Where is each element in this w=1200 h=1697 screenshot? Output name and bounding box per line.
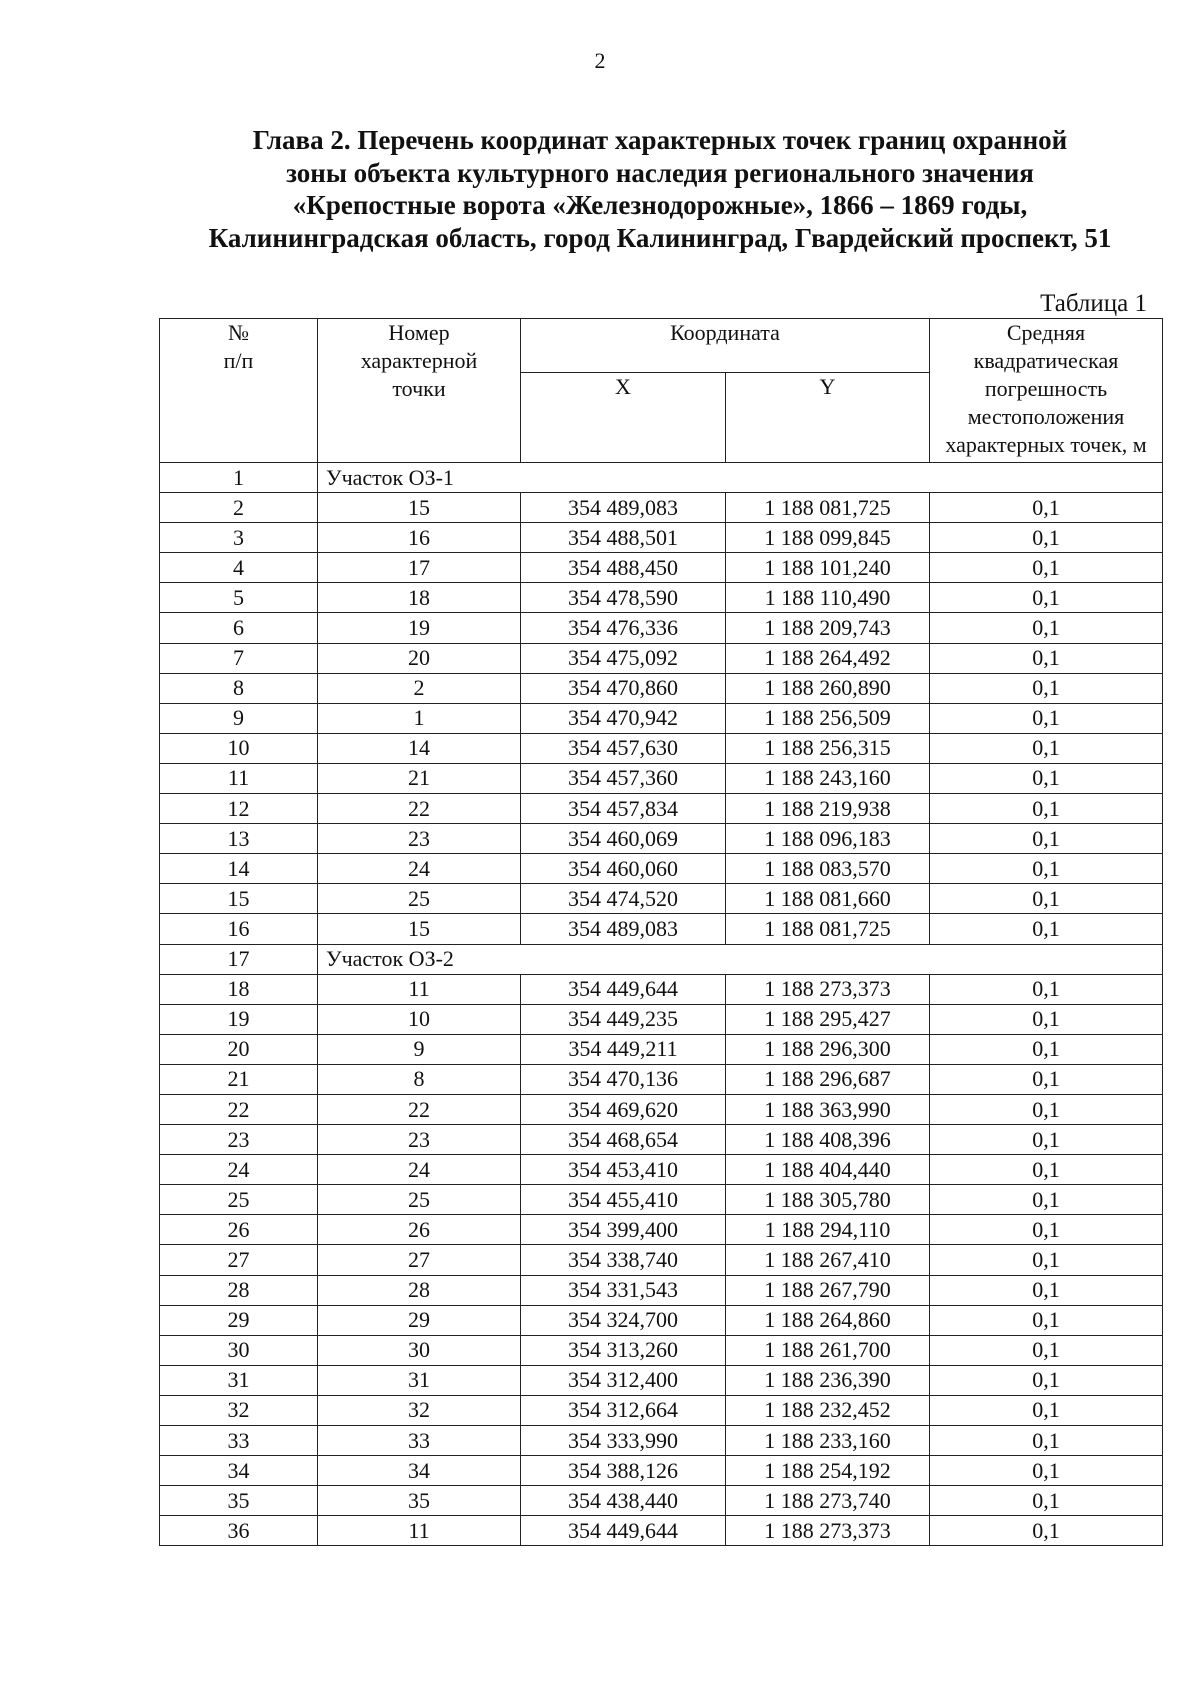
error-cell: 0,1 (930, 1516, 1163, 1546)
point-number-cell: 20 (318, 643, 521, 673)
x-coordinate-cell: 354 324,700 (521, 1305, 726, 1335)
document-title (60, 124, 1200, 254)
table-row (160, 493, 1163, 523)
title-line: «Крепостные ворота «Железнодорожные», 1866 – 1869 годы, (292, 190, 1028, 220)
header-row-number: № п/п (160, 319, 318, 463)
x-coordinate-cell: 354 312,664 (521, 1395, 726, 1425)
x-coordinate-cell: 354 449,644 (521, 974, 726, 1004)
row-number-cell: 5 (160, 583, 318, 613)
y-coordinate-cell: 1 188 256,509 (726, 703, 930, 733)
row-number-cell: 21 (160, 1064, 318, 1094)
table-row (160, 1004, 1163, 1034)
point-number-cell: 8 (318, 1064, 521, 1094)
x-coordinate-cell: 354 449,211 (521, 1034, 726, 1064)
y-coordinate-cell: 1 188 101,240 (726, 553, 930, 583)
table-row (160, 1215, 1163, 1245)
x-coordinate-cell: 354 489,083 (521, 493, 726, 523)
error-cell: 0,1 (930, 1395, 1163, 1425)
y-coordinate-cell: 1 188 273,373 (726, 974, 930, 1004)
error-cell: 0,1 (930, 703, 1163, 733)
point-number-cell: 21 (318, 763, 521, 793)
table-row (160, 1335, 1163, 1365)
y-coordinate-cell: 1 188 273,373 (726, 1516, 930, 1546)
x-coordinate-cell: 354 338,740 (521, 1245, 726, 1275)
y-coordinate-cell: 1 188 254,192 (726, 1456, 930, 1486)
error-cell: 0,1 (930, 1275, 1163, 1305)
coordinates-table (159, 318, 1163, 1546)
point-number-cell: 34 (318, 1456, 521, 1486)
table-row (160, 763, 1163, 793)
table-row (160, 824, 1163, 854)
x-coordinate-cell: 354 457,360 (521, 763, 726, 793)
x-coordinate-cell: 354 468,654 (521, 1125, 726, 1155)
table-row (160, 703, 1163, 733)
y-coordinate-cell: 1 188 081,725 (726, 914, 930, 944)
error-cell: 0,1 (930, 1305, 1163, 1335)
section-row (160, 944, 1163, 974)
y-coordinate-cell: 1 188 081,660 (726, 884, 930, 914)
error-cell: 0,1 (930, 1245, 1163, 1275)
title-line: Глава 2. Перечень координат характерных точек границ охранной (252, 125, 1068, 155)
point-number-cell: 28 (318, 1275, 521, 1305)
y-coordinate-cell: 1 188 083,570 (726, 854, 930, 884)
y-coordinate-cell: 1 188 081,725 (726, 493, 930, 523)
point-number-cell: 2 (318, 673, 521, 703)
row-number-cell: 18 (160, 974, 318, 1004)
row-number-cell: 28 (160, 1275, 318, 1305)
table-row (160, 613, 1163, 643)
y-coordinate-cell: 1 188 256,315 (726, 733, 930, 763)
table-row (160, 1395, 1163, 1425)
y-coordinate-cell: 1 188 273,740 (726, 1486, 930, 1516)
x-coordinate-cell: 354 460,060 (521, 854, 726, 884)
error-cell: 0,1 (930, 523, 1163, 553)
error-cell: 0,1 (930, 854, 1163, 884)
error-cell: 0,1 (930, 673, 1163, 703)
row-number-cell: 36 (160, 1516, 318, 1546)
y-coordinate-cell: 1 188 261,700 (726, 1335, 930, 1365)
table-row (160, 1094, 1163, 1124)
point-number-cell: 15 (318, 914, 521, 944)
error-cell: 0,1 (930, 1185, 1163, 1215)
point-number-cell: 11 (318, 974, 521, 1004)
title-line: Калининградская область, город Калининград, Гвардейский проспект, 51 (208, 222, 1112, 253)
table-row (160, 1426, 1163, 1456)
table-row (160, 1305, 1163, 1335)
table-row (160, 643, 1163, 673)
point-number-cell: 10 (318, 1004, 521, 1034)
y-coordinate-cell: 1 188 363,990 (726, 1094, 930, 1124)
error-cell: 0,1 (930, 824, 1163, 854)
row-number-cell: 1 (160, 463, 318, 493)
x-coordinate-cell: 354 476,336 (521, 613, 726, 643)
row-number-cell: 7 (160, 643, 318, 673)
x-coordinate-cell: 354 331,543 (521, 1275, 726, 1305)
error-cell: 0,1 (930, 643, 1163, 673)
error-cell: 0,1 (930, 1155, 1163, 1185)
point-number-cell: 25 (318, 884, 521, 914)
x-coordinate-cell: 354 455,410 (521, 1185, 726, 1215)
section-row (160, 463, 1163, 493)
table-row (160, 1125, 1163, 1155)
table-row (160, 733, 1163, 763)
table-row (160, 1486, 1163, 1516)
table-row (160, 914, 1163, 944)
header-point-number: Номер характерной точки (318, 319, 521, 463)
x-coordinate-cell: 354 313,260 (521, 1335, 726, 1365)
table-row (160, 1456, 1163, 1486)
error-cell: 0,1 (930, 763, 1163, 793)
row-number-cell: 16 (160, 914, 318, 944)
page-number: 2 (594, 48, 606, 73)
x-coordinate-cell: 354 457,630 (521, 733, 726, 763)
table-row (160, 1516, 1163, 1546)
row-number-cell: 13 (160, 824, 318, 854)
x-coordinate-cell: 354 478,590 (521, 583, 726, 613)
point-number-cell: 30 (318, 1335, 521, 1365)
table-row (160, 1064, 1163, 1094)
row-number-cell: 3 (160, 523, 318, 553)
row-number-cell: 29 (160, 1305, 318, 1335)
point-number-cell: 32 (318, 1395, 521, 1425)
y-coordinate-cell: 1 188 296,687 (726, 1064, 930, 1094)
point-number-cell: 22 (318, 794, 521, 824)
error-cell: 0,1 (930, 1456, 1163, 1486)
y-coordinate-cell: 1 188 267,790 (726, 1275, 930, 1305)
header-x: X (521, 373, 726, 463)
row-number-cell: 31 (160, 1365, 318, 1395)
row-number-cell: 32 (160, 1395, 318, 1425)
y-coordinate-cell: 1 188 264,860 (726, 1305, 930, 1335)
point-number-cell: 26 (318, 1215, 521, 1245)
row-number-cell: 10 (160, 733, 318, 763)
row-number-cell: 23 (160, 1125, 318, 1155)
y-coordinate-cell: 1 188 233,160 (726, 1426, 930, 1456)
table-row (160, 854, 1163, 884)
row-number-cell: 12 (160, 794, 318, 824)
y-coordinate-cell: 1 188 209,743 (726, 613, 930, 643)
row-number-cell: 25 (160, 1185, 318, 1215)
point-number-cell: 17 (318, 553, 521, 583)
point-number-cell: 14 (318, 733, 521, 763)
y-coordinate-cell: 1 188 099,845 (726, 523, 930, 553)
error-cell: 0,1 (930, 884, 1163, 914)
table-row (160, 673, 1163, 703)
row-number-cell: 19 (160, 1004, 318, 1034)
error-cell: 0,1 (930, 613, 1163, 643)
point-number-cell: 23 (318, 1125, 521, 1155)
point-number-cell: 9 (318, 1034, 521, 1064)
y-coordinate-cell: 1 188 305,780 (726, 1185, 930, 1215)
point-number-cell: 15 (318, 493, 521, 523)
error-cell: 0,1 (930, 553, 1163, 583)
point-number-cell: 16 (318, 523, 521, 553)
point-number-cell: 11 (318, 1516, 521, 1546)
y-coordinate-cell: 1 188 096,183 (726, 824, 930, 854)
row-number-cell: 35 (160, 1486, 318, 1516)
error-cell: 0,1 (930, 974, 1163, 1004)
x-coordinate-cell: 354 470,942 (521, 703, 726, 733)
error-cell: 0,1 (930, 1486, 1163, 1516)
table-row (160, 1185, 1163, 1215)
point-number-cell: 27 (318, 1245, 521, 1275)
point-number-cell: 31 (318, 1365, 521, 1395)
point-number-cell: 24 (318, 1155, 521, 1185)
row-number-cell: 15 (160, 884, 318, 914)
table-row (160, 1275, 1163, 1305)
x-coordinate-cell: 354 460,069 (521, 824, 726, 854)
point-number-cell: 18 (318, 583, 521, 613)
x-coordinate-cell: 354 469,620 (521, 1094, 726, 1124)
x-coordinate-cell: 354 488,501 (521, 523, 726, 553)
x-coordinate-cell: 354 457,834 (521, 794, 726, 824)
x-coordinate-cell: 354 489,083 (521, 914, 726, 944)
error-cell: 0,1 (930, 1004, 1163, 1034)
section-name-cell: Участок ОЗ-2 (318, 944, 1163, 974)
y-coordinate-cell: 1 188 110,490 (726, 583, 930, 613)
error-cell: 0,1 (930, 733, 1163, 763)
y-coordinate-cell: 1 188 408,396 (726, 1125, 930, 1155)
y-coordinate-cell: 1 188 296,300 (726, 1034, 930, 1064)
x-coordinate-cell: 354 475,092 (521, 643, 726, 673)
error-cell: 0,1 (930, 1064, 1163, 1094)
error-cell: 0,1 (930, 1365, 1163, 1395)
error-cell: 0,1 (930, 1215, 1163, 1245)
x-coordinate-cell: 354 453,410 (521, 1155, 726, 1185)
y-coordinate-cell: 1 188 236,390 (726, 1365, 930, 1395)
row-number-cell: 6 (160, 613, 318, 643)
row-number-cell: 24 (160, 1155, 318, 1185)
table-row (160, 553, 1163, 583)
x-coordinate-cell: 354 399,400 (521, 1215, 726, 1245)
error-cell: 0,1 (930, 1335, 1163, 1365)
x-coordinate-cell: 354 488,450 (521, 553, 726, 583)
point-number-cell: 23 (318, 824, 521, 854)
row-number-cell: 34 (160, 1456, 318, 1486)
row-number-cell: 2 (160, 493, 318, 523)
section-name-cell: Участок ОЗ-1 (318, 463, 1163, 493)
x-coordinate-cell: 354 333,990 (521, 1426, 726, 1456)
x-coordinate-cell: 354 470,136 (521, 1064, 726, 1094)
point-number-cell: 29 (318, 1305, 521, 1335)
error-cell: 0,1 (930, 794, 1163, 824)
row-number-cell: 17 (160, 944, 318, 974)
header-error: Средняя квадратическая погрешность местоположения характерных точек, м (930, 319, 1163, 463)
table-row (160, 1365, 1163, 1395)
y-coordinate-cell: 1 188 294,110 (726, 1215, 930, 1245)
point-number-cell: 33 (318, 1426, 521, 1456)
row-number-cell: 26 (160, 1215, 318, 1245)
row-number-cell: 4 (160, 553, 318, 583)
row-number-cell: 20 (160, 1034, 318, 1064)
table-row (160, 1034, 1163, 1064)
point-number-cell: 35 (318, 1486, 521, 1516)
y-coordinate-cell: 1 188 267,410 (726, 1245, 930, 1275)
row-number-cell: 22 (160, 1094, 318, 1124)
y-coordinate-cell: 1 188 219,938 (726, 794, 930, 824)
y-coordinate-cell: 1 188 404,440 (726, 1155, 930, 1185)
row-number-cell: 27 (160, 1245, 318, 1275)
row-number-cell: 14 (160, 854, 318, 884)
point-number-cell: 19 (318, 613, 521, 643)
point-number-cell: 1 (318, 703, 521, 733)
y-coordinate-cell: 1 188 243,160 (726, 763, 930, 793)
point-number-cell: 22 (318, 1094, 521, 1124)
error-cell: 0,1 (930, 1426, 1163, 1456)
table-row (160, 583, 1163, 613)
table-label: Таблица 1 (1040, 290, 1147, 317)
error-cell: 0,1 (930, 1034, 1163, 1064)
header-coordinate: Координата (521, 319, 930, 373)
x-coordinate-cell: 354 312,400 (521, 1365, 726, 1395)
x-coordinate-cell: 354 449,235 (521, 1004, 726, 1034)
x-coordinate-cell: 354 474,520 (521, 884, 726, 914)
row-number-cell: 9 (160, 703, 318, 733)
x-coordinate-cell: 354 470,860 (521, 673, 726, 703)
error-cell: 0,1 (930, 583, 1163, 613)
row-number-cell: 33 (160, 1426, 318, 1456)
point-number-cell: 25 (318, 1185, 521, 1215)
table-row (160, 1245, 1163, 1275)
y-coordinate-cell: 1 188 295,427 (726, 1004, 930, 1034)
title-line: зоны объекта культурного наследия регионального значения (286, 157, 1034, 188)
table-row (160, 794, 1163, 824)
table-row (160, 523, 1163, 553)
x-coordinate-cell: 354 438,440 (521, 1486, 726, 1516)
x-coordinate-cell: 354 449,644 (521, 1516, 726, 1546)
error-cell: 0,1 (930, 1125, 1163, 1155)
x-coordinate-cell: 354 388,126 (521, 1456, 726, 1486)
error-cell: 0,1 (930, 493, 1163, 523)
error-cell: 0,1 (930, 914, 1163, 944)
y-coordinate-cell: 1 188 260,890 (726, 673, 930, 703)
row-number-cell: 8 (160, 673, 318, 703)
y-coordinate-cell: 1 188 264,492 (726, 643, 930, 673)
row-number-cell: 30 (160, 1335, 318, 1365)
table-row (160, 974, 1163, 1004)
point-number-cell: 24 (318, 854, 521, 884)
header-y: Y (726, 373, 930, 463)
error-cell: 0,1 (930, 1094, 1163, 1124)
table-row (160, 884, 1163, 914)
y-coordinate-cell: 1 188 232,452 (726, 1395, 930, 1425)
table-row (160, 1155, 1163, 1185)
row-number-cell: 11 (160, 763, 318, 793)
